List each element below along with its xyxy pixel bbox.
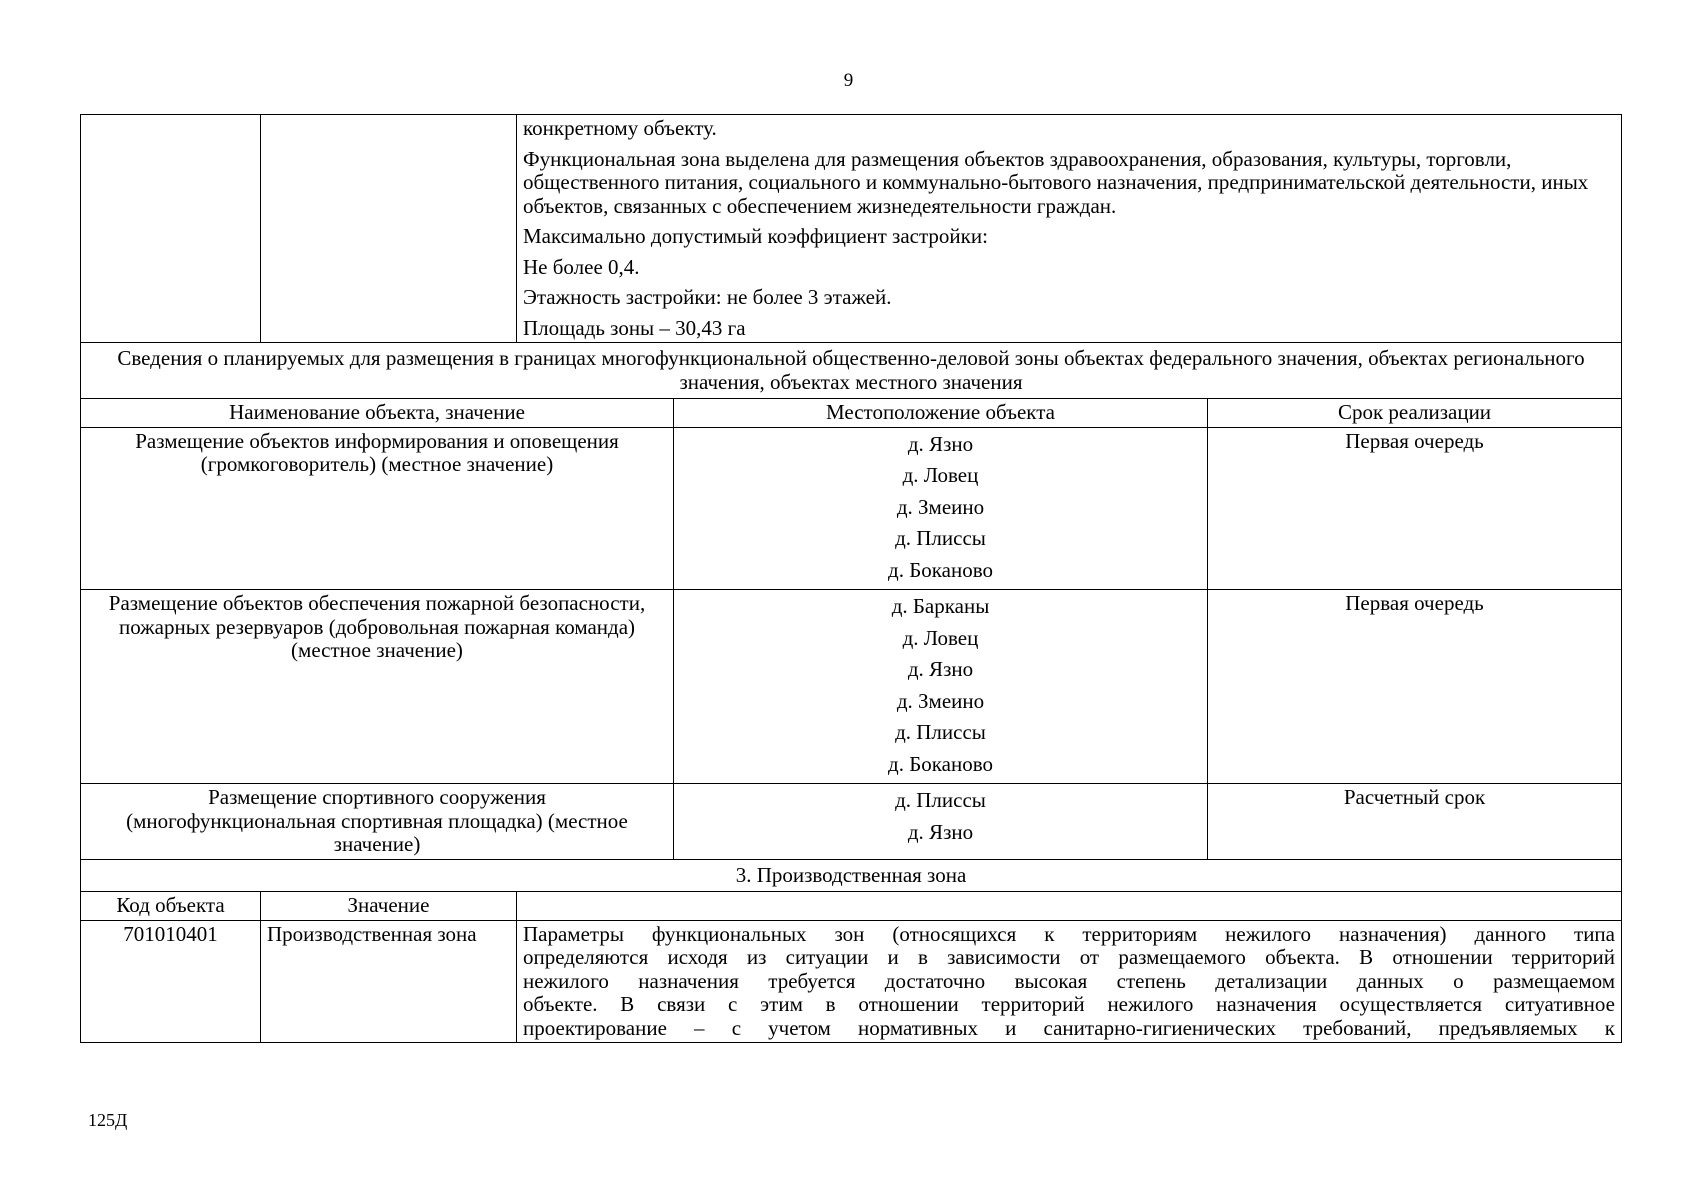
description-paragraph: Не более 0,4. xyxy=(523,254,640,279)
empty-code-cell xyxy=(81,115,261,343)
production-header-row xyxy=(81,892,1622,921)
location-item: д. Ловец xyxy=(902,625,979,650)
location-item: д. Змеино xyxy=(896,688,985,713)
parameters-line: Параметры функциональных зон (относящихся к территориям нежилого назначения) данного типа xyxy=(523,921,1615,946)
zone-continuation-row xyxy=(81,115,1622,343)
planned-object-row xyxy=(81,427,1622,590)
page-number: 9 xyxy=(843,70,854,91)
location-item: д. Язно xyxy=(907,819,974,844)
location-item: д. Плиссы xyxy=(895,788,986,813)
location-item: д. Плиссы xyxy=(895,720,986,745)
production-zone-row xyxy=(81,920,1622,1043)
parameters-line: объекте. В связи с этим в отношении территорий нежилого назначения осуществляется ситуативное xyxy=(523,992,1615,1017)
zone-value: Производственная зона xyxy=(261,920,517,1043)
description-paragraph: Площадь зоны – 30,43 га xyxy=(523,315,746,340)
location-item: д. Боканово xyxy=(888,557,993,582)
object-term: Первая очередь xyxy=(1208,590,1622,784)
production-zone-title: 3. Производственная зона xyxy=(81,859,1622,892)
zone-description-cell xyxy=(517,115,1622,343)
planned-header-row xyxy=(81,399,1622,428)
planned-section-title: Сведения о планируемых для размещения в границах многофункциональной общественно-деловой зоны объектах федерального значения, объектах регионального значения, объектах местного значения xyxy=(81,343,1622,399)
description-paragraph: конкретному объекту. xyxy=(523,116,717,140)
header-value: Значение xyxy=(261,892,517,921)
object-locations xyxy=(674,427,1208,590)
parameters-line: нежилого назначения требуется достаточно высокая степень детализации данных о размещаемом xyxy=(523,968,1615,993)
location-item: д. Язно xyxy=(907,431,974,456)
object-name: Размещение объектов обеспечения пожарной безопасности, пожарных резервуаров (добровольная пожарная команда) (местное значение) xyxy=(81,590,674,784)
planned-section-title-row xyxy=(81,343,1622,399)
location-item: д. Язно xyxy=(907,657,974,682)
production-zone-title-row xyxy=(81,859,1622,892)
header-description xyxy=(517,892,1622,921)
description-paragraph: Функциональная зона выделена для размещения объектов здравоохранения, образования, культуры, торговли, общественного питания, социального и коммунально-бытового назначения, предпринимательской деятельности, иных объектов, связанных с обеспечением жизнедеятельности граждан. xyxy=(523,146,1589,218)
footer-code: 125Д xyxy=(88,1110,128,1130)
header-code: Код объекта xyxy=(81,892,261,921)
object-term: Расчетный срок xyxy=(1208,784,1622,860)
header-object-name: Наименование объекта, значение xyxy=(81,399,674,428)
location-item: д. Барканы xyxy=(891,594,990,619)
object-term: Первая очередь xyxy=(1208,427,1622,590)
zone-parameters xyxy=(517,920,1622,1043)
object-name: Размещение объектов информирования и оповещения (громкоговоритель) (местное значение) xyxy=(81,427,674,590)
planned-object-row xyxy=(81,784,1622,860)
header-term: Срок реализации xyxy=(1208,399,1622,428)
description-paragraph: Этажность застройки: не более 3 этажей. xyxy=(523,285,892,310)
parameters-line: проектирование – с учетом нормативных и санитарно-гигиенических требований, предъявляемых к xyxy=(523,1015,1615,1040)
location-item: д. Ловец xyxy=(902,463,979,488)
object-locations xyxy=(674,784,1208,860)
object-locations xyxy=(674,590,1208,784)
zone-code: 701010401 xyxy=(81,920,261,1043)
parameters-line: определяются исходя из ситуации и в зависимости от размещаемого объекта. В отношении территорий xyxy=(523,945,1615,970)
header-location: Местоположение объекта xyxy=(674,399,1208,428)
empty-value-cell xyxy=(261,115,517,343)
planned-object-row xyxy=(81,590,1622,784)
object-name: Размещение спортивного сооружения (многофункциональная спортивная площадка) (местное значение) xyxy=(81,784,674,860)
location-item: д. Боканово xyxy=(888,751,993,776)
location-item: д. Змеино xyxy=(896,494,985,519)
document-table xyxy=(80,114,1622,1043)
location-item: д. Плиссы xyxy=(895,526,986,551)
description-paragraph: Максимально допустимый коэффициент застройки: xyxy=(523,224,988,249)
